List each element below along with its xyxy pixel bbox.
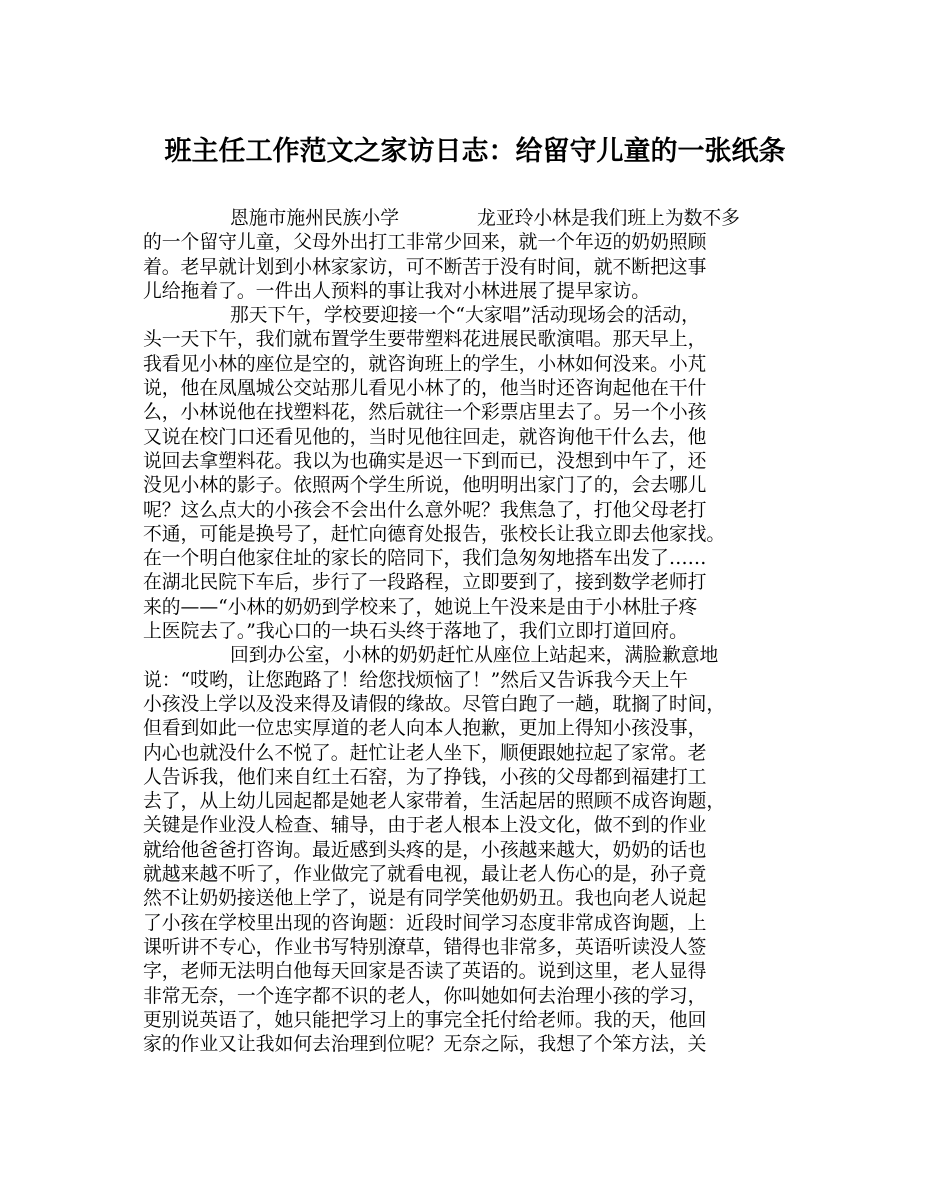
- byline-author: 龙亚玲小林是我们班上为数不多: [477, 208, 740, 229]
- text-line: 非常无奈，一个连字都不识的老人，你叫她如何去治理小孩的学习，: [143, 985, 707, 1007]
- text-line: 字，老师无法明白他每天回家是否读了英语的。说到这里，老人显得: [143, 961, 707, 983]
- text-line: 小孩没上学以及没来得及请假的缘故。尽管白跑了一趟，耽搁了时间，: [143, 693, 726, 715]
- text-line: 在湖北民院下车后，步行了一段路程，立即要到了，接到数学老师打: [143, 572, 707, 594]
- text-line: 头一天下午，我们就布置学生要带塑料花进展民歌演唱。那天早上，: [143, 329, 707, 351]
- text-line: 然不让奶奶接送他上学了，说是有同学笑他奶奶丑。我也向老人说起: [143, 888, 707, 910]
- text-line: 内心也就没什么不悦了。赶忙让老人坐下，顺便跟她拉起了家常。老: [143, 742, 707, 764]
- text-line: 关键是作业没人检查、辅导，由于老人根本上没文化，做不到的作业: [143, 815, 707, 837]
- text-line: 来的——“小林的奶奶到学校来了，她说上午没来是由于小林肚子疼: [143, 596, 698, 618]
- text-line: 我看见小林的座位是空的，就咨询班上的学生，小林如何没来。小芃: [143, 353, 707, 375]
- paragraph-start-line: 那天下午，学校要迎接一个“大家唱”活动现场会的活动，: [230, 305, 700, 327]
- text-line: 没见小林的影子。依照两个学生所说，他明明出家门了的，会去哪儿: [143, 475, 707, 497]
- text-line: 呢？这么点大的小孩会不会出什么意外呢？我焦急了，打他父母老打: [143, 499, 707, 521]
- text-line: 么，小林说他在找塑料花，然后就往一个彩票店里去了。另一个小孩: [143, 402, 707, 424]
- text-line: 课听讲不专心，作业书写特别潦草，错得也非常多，英语听读没人签: [143, 936, 707, 958]
- text-line: 在一个明白他家住址的家长的陪同下，我们急匆匆地搭车出发了……: [143, 548, 707, 570]
- text-line: 更别说英语了，她只能把学习上的事完全托付给老师。我的天，他回: [143, 1009, 707, 1031]
- byline-school: 恩施市施州民族小学: [230, 208, 400, 229]
- text-line: 不通，可能是换号了，赶忙向德育处报告，张校长让我立即去他家找。: [143, 523, 726, 545]
- text-line: 去了，从上幼儿园起都是她老人家带着，生活起居的照顾不成咨询题，: [143, 791, 726, 813]
- text-line: 又说在校门口还看见他的，当时见他往回走，就咨询他干什么去，他: [143, 426, 707, 448]
- paragraph-start-line: 回到办公室，小林的奶奶赶忙从座位上站起来，满脸歉意地: [230, 645, 719, 667]
- text-line: 家的作业又让我如何去治理到位呢？无奈之际，我想了个笨方法，关: [143, 1034, 707, 1056]
- text-line: 儿给拖着了。一件出人预料的事让我对小林进展了提早家访。: [143, 280, 651, 302]
- text-line: 说，他在凤凰城公交站那儿看见小林了的，他当时还咨询起他在干什: [143, 378, 707, 400]
- text-line: 但看到如此一位忠实厚道的老人向本人抱歉，更加上得知小孩没事，: [143, 718, 707, 740]
- text-line: 着。老早就计划到小林家家访，可不断苦于没有时间，就不断把这事: [143, 256, 707, 278]
- text-line: 说：“哎哟，让您跑路了！给您找烦恼了！”然后又告诉我今天上午: [143, 669, 689, 691]
- text-line: 了小孩在学校里出现的咨询题：近段时间学习态度非常成咨询题，上: [143, 912, 707, 934]
- text-line: 上医院去了。”我心口的一块石头终于落地了，我们立即打道回府。: [143, 621, 688, 643]
- document-body: [143, 207, 824, 1057]
- document-title: 班主任工作范文之家访日志：给留守儿童的一张纸条: [164, 136, 786, 167]
- text-line: 人告诉我，他们来自红土石窑，为了挣钱，小孩的父母都到福建打工: [143, 766, 707, 788]
- text-line: 就给他爸爸打咨询。最近感到头疼的是，小孩越来越大，奶奶的话也: [143, 839, 707, 861]
- text-line: 的一个留守儿童，父母外出打工非常少回来，就一个年迈的奶奶照顾: [143, 232, 707, 254]
- byline-line: [143, 207, 824, 231]
- text-line: 说回去拿塑料花。我以为也确实是迟一下到而已，没想到中午了，还: [143, 450, 707, 472]
- text-line: 就越来越不听了，作业做完了就看电视，最让老人伤心的是，孙子竟: [143, 864, 707, 886]
